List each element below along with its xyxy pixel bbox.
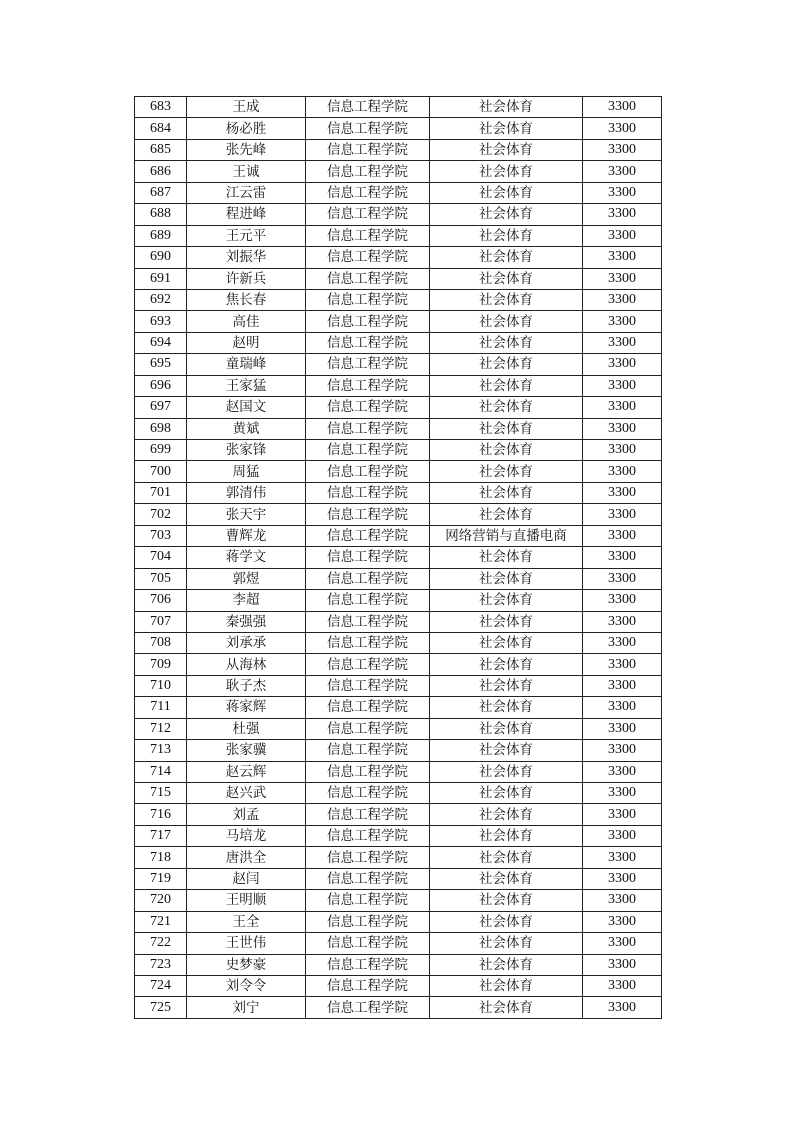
amount-cell: 3300 — [583, 697, 662, 718]
row-number-cell: 712 — [135, 718, 187, 739]
row-number-cell: 699 — [135, 440, 187, 461]
row-number-cell: 723 — [135, 954, 187, 975]
college-cell: 信息工程学院 — [306, 161, 430, 182]
table-row — [135, 182, 662, 203]
roster-table — [134, 96, 662, 1019]
row-number-cell: 690 — [135, 247, 187, 268]
table-row — [135, 268, 662, 289]
table-row — [135, 632, 662, 653]
major-cell: 社会体育 — [430, 247, 583, 268]
major-cell: 社会体育 — [430, 975, 583, 996]
table-row — [135, 139, 662, 160]
student-name-cell: 史梦豪 — [187, 954, 306, 975]
table-row — [135, 825, 662, 846]
major-cell: 社会体育 — [430, 204, 583, 225]
major-cell: 社会体育 — [430, 568, 583, 589]
row-number-cell: 701 — [135, 482, 187, 503]
table-row — [135, 718, 662, 739]
amount-cell: 3300 — [583, 504, 662, 525]
row-number-cell: 691 — [135, 268, 187, 289]
amount-cell: 3300 — [583, 761, 662, 782]
college-cell: 信息工程学院 — [306, 804, 430, 825]
row-number-cell: 705 — [135, 568, 187, 589]
college-cell: 信息工程学院 — [306, 611, 430, 632]
row-number-cell: 700 — [135, 461, 187, 482]
roster-table-body — [135, 97, 662, 1019]
amount-cell: 3300 — [583, 590, 662, 611]
table-row — [135, 611, 662, 632]
table-row — [135, 97, 662, 118]
student-name-cell: 王明顺 — [187, 890, 306, 911]
row-number-cell: 692 — [135, 289, 187, 310]
major-cell: 社会体育 — [430, 461, 583, 482]
row-number-cell: 687 — [135, 182, 187, 203]
row-number-cell: 688 — [135, 204, 187, 225]
student-name-cell: 杜强 — [187, 718, 306, 739]
college-cell: 信息工程学院 — [306, 718, 430, 739]
table-row — [135, 997, 662, 1018]
major-cell: 社会体育 — [430, 954, 583, 975]
table-row — [135, 418, 662, 439]
college-cell: 信息工程学院 — [306, 997, 430, 1018]
amount-cell: 3300 — [583, 268, 662, 289]
student-name-cell: 马培龙 — [187, 825, 306, 846]
amount-cell: 3300 — [583, 418, 662, 439]
amount-cell: 3300 — [583, 440, 662, 461]
table-row — [135, 547, 662, 568]
table-row — [135, 118, 662, 139]
student-name-cell: 蒋学文 — [187, 547, 306, 568]
student-name-cell: 王成 — [187, 97, 306, 118]
row-number-cell: 695 — [135, 354, 187, 375]
table-row — [135, 933, 662, 954]
major-cell: 社会体育 — [430, 97, 583, 118]
college-cell: 信息工程学院 — [306, 311, 430, 332]
major-cell: 社会体育 — [430, 868, 583, 889]
major-cell: 社会体育 — [430, 611, 583, 632]
table-row — [135, 740, 662, 761]
table-row — [135, 440, 662, 461]
table-row — [135, 654, 662, 675]
college-cell: 信息工程学院 — [306, 632, 430, 653]
amount-cell: 3300 — [583, 568, 662, 589]
college-cell: 信息工程学院 — [306, 461, 430, 482]
row-number-cell: 696 — [135, 375, 187, 396]
major-cell: 社会体育 — [430, 418, 583, 439]
major-cell: 社会体育 — [430, 933, 583, 954]
amount-cell: 3300 — [583, 182, 662, 203]
amount-cell: 3300 — [583, 332, 662, 353]
major-cell: 社会体育 — [430, 825, 583, 846]
student-name-cell: 刘振华 — [187, 247, 306, 268]
major-cell: 社会体育 — [430, 354, 583, 375]
college-cell: 信息工程学院 — [306, 568, 430, 589]
college-cell: 信息工程学院 — [306, 761, 430, 782]
amount-cell: 3300 — [583, 783, 662, 804]
college-cell: 信息工程学院 — [306, 332, 430, 353]
college-cell: 信息工程学院 — [306, 783, 430, 804]
college-cell: 信息工程学院 — [306, 525, 430, 546]
row-number-cell: 715 — [135, 783, 187, 804]
row-number-cell: 684 — [135, 118, 187, 139]
row-number-cell: 686 — [135, 161, 187, 182]
table-row — [135, 954, 662, 975]
row-number-cell: 719 — [135, 868, 187, 889]
amount-cell: 3300 — [583, 139, 662, 160]
student-name-cell: 黄斌 — [187, 418, 306, 439]
major-cell: 社会体育 — [430, 697, 583, 718]
table-row — [135, 804, 662, 825]
amount-cell: 3300 — [583, 525, 662, 546]
major-cell: 社会体育 — [430, 289, 583, 310]
college-cell: 信息工程学院 — [306, 225, 430, 246]
student-name-cell: 曹辉龙 — [187, 525, 306, 546]
major-cell: 社会体育 — [430, 268, 583, 289]
row-number-cell: 693 — [135, 311, 187, 332]
amount-cell: 3300 — [583, 204, 662, 225]
amount-cell: 3300 — [583, 289, 662, 310]
row-number-cell: 725 — [135, 997, 187, 1018]
major-cell: 社会体育 — [430, 804, 583, 825]
student-name-cell: 耿子杰 — [187, 675, 306, 696]
student-name-cell: 王家猛 — [187, 375, 306, 396]
college-cell: 信息工程学院 — [306, 954, 430, 975]
row-number-cell: 717 — [135, 825, 187, 846]
amount-cell: 3300 — [583, 675, 662, 696]
row-number-cell: 708 — [135, 632, 187, 653]
major-cell: 社会体育 — [430, 547, 583, 568]
row-number-cell: 718 — [135, 847, 187, 868]
row-number-cell: 720 — [135, 890, 187, 911]
row-number-cell: 714 — [135, 761, 187, 782]
table-row — [135, 890, 662, 911]
row-number-cell: 707 — [135, 611, 187, 632]
college-cell: 信息工程学院 — [306, 97, 430, 118]
major-cell: 社会体育 — [430, 139, 583, 160]
amount-cell: 3300 — [583, 482, 662, 503]
table-row — [135, 482, 662, 503]
amount-cell: 3300 — [583, 311, 662, 332]
college-cell: 信息工程学院 — [306, 654, 430, 675]
row-number-cell: 722 — [135, 933, 187, 954]
major-cell: 社会体育 — [430, 504, 583, 525]
student-name-cell: 杨必胜 — [187, 118, 306, 139]
student-name-cell: 赵云辉 — [187, 761, 306, 782]
amount-cell: 3300 — [583, 933, 662, 954]
row-number-cell: 685 — [135, 139, 187, 160]
amount-cell: 3300 — [583, 740, 662, 761]
row-number-cell: 683 — [135, 97, 187, 118]
major-cell: 社会体育 — [430, 740, 583, 761]
table-row — [135, 397, 662, 418]
amount-cell: 3300 — [583, 225, 662, 246]
amount-cell: 3300 — [583, 654, 662, 675]
student-name-cell: 赵明 — [187, 332, 306, 353]
row-number-cell: 689 — [135, 225, 187, 246]
major-cell: 社会体育 — [430, 118, 583, 139]
major-cell: 社会体育 — [430, 761, 583, 782]
student-name-cell: 张家骥 — [187, 740, 306, 761]
college-cell: 信息工程学院 — [306, 975, 430, 996]
college-cell: 信息工程学院 — [306, 397, 430, 418]
row-number-cell: 710 — [135, 675, 187, 696]
major-cell: 社会体育 — [430, 440, 583, 461]
table-row — [135, 161, 662, 182]
college-cell: 信息工程学院 — [306, 933, 430, 954]
student-name-cell: 高佳 — [187, 311, 306, 332]
student-name-cell: 刘孟 — [187, 804, 306, 825]
major-cell: 社会体育 — [430, 182, 583, 203]
table-row — [135, 847, 662, 868]
major-cell: 社会体育 — [430, 225, 583, 246]
college-cell: 信息工程学院 — [306, 547, 430, 568]
student-name-cell: 江云雷 — [187, 182, 306, 203]
major-cell: 社会体育 — [430, 632, 583, 653]
college-cell: 信息工程学院 — [306, 418, 430, 439]
major-cell: 社会体育 — [430, 590, 583, 611]
table-row — [135, 590, 662, 611]
amount-cell: 3300 — [583, 911, 662, 932]
college-cell: 信息工程学院 — [306, 911, 430, 932]
student-name-cell: 周猛 — [187, 461, 306, 482]
major-cell: 社会体育 — [430, 718, 583, 739]
college-cell: 信息工程学院 — [306, 375, 430, 396]
major-cell: 社会体育 — [430, 783, 583, 804]
table-row — [135, 504, 662, 525]
student-name-cell: 赵闫 — [187, 868, 306, 889]
row-number-cell: 724 — [135, 975, 187, 996]
row-number-cell: 702 — [135, 504, 187, 525]
student-name-cell: 张天宇 — [187, 504, 306, 525]
college-cell: 信息工程学院 — [306, 289, 430, 310]
college-cell: 信息工程学院 — [306, 182, 430, 203]
row-number-cell: 698 — [135, 418, 187, 439]
row-number-cell: 706 — [135, 590, 187, 611]
row-number-cell: 703 — [135, 525, 187, 546]
student-name-cell: 王全 — [187, 911, 306, 932]
amount-cell: 3300 — [583, 611, 662, 632]
table-row — [135, 247, 662, 268]
major-cell: 社会体育 — [430, 311, 583, 332]
student-name-cell: 赵国文 — [187, 397, 306, 418]
student-name-cell: 蒋家辉 — [187, 697, 306, 718]
row-number-cell: 721 — [135, 911, 187, 932]
college-cell: 信息工程学院 — [306, 482, 430, 503]
student-name-cell: 王诚 — [187, 161, 306, 182]
amount-cell: 3300 — [583, 632, 662, 653]
major-cell: 社会体育 — [430, 375, 583, 396]
student-name-cell: 秦强强 — [187, 611, 306, 632]
major-cell: 网络营销与直播电商 — [430, 525, 583, 546]
student-name-cell: 童瑞峰 — [187, 354, 306, 375]
college-cell: 信息工程学院 — [306, 675, 430, 696]
table-row — [135, 911, 662, 932]
amount-cell: 3300 — [583, 804, 662, 825]
student-name-cell: 唐洪全 — [187, 847, 306, 868]
table-row — [135, 225, 662, 246]
amount-cell: 3300 — [583, 97, 662, 118]
amount-cell: 3300 — [583, 847, 662, 868]
major-cell: 社会体育 — [430, 911, 583, 932]
college-cell: 信息工程学院 — [306, 268, 430, 289]
amount-cell: 3300 — [583, 247, 662, 268]
row-number-cell: 697 — [135, 397, 187, 418]
college-cell: 信息工程学院 — [306, 825, 430, 846]
college-cell: 信息工程学院 — [306, 890, 430, 911]
college-cell: 信息工程学院 — [306, 740, 430, 761]
table-row — [135, 375, 662, 396]
student-name-cell: 刘令令 — [187, 975, 306, 996]
college-cell: 信息工程学院 — [306, 440, 430, 461]
major-cell: 社会体育 — [430, 675, 583, 696]
major-cell: 社会体育 — [430, 397, 583, 418]
table-row — [135, 332, 662, 353]
student-name-cell: 李超 — [187, 590, 306, 611]
college-cell: 信息工程学院 — [306, 847, 430, 868]
major-cell: 社会体育 — [430, 482, 583, 503]
college-cell: 信息工程学院 — [306, 139, 430, 160]
table-row — [135, 289, 662, 310]
student-name-cell: 许新兵 — [187, 268, 306, 289]
college-cell: 信息工程学院 — [306, 504, 430, 525]
student-name-cell: 赵兴武 — [187, 783, 306, 804]
student-name-cell: 刘承承 — [187, 632, 306, 653]
table-row — [135, 675, 662, 696]
row-number-cell: 709 — [135, 654, 187, 675]
table-row — [135, 975, 662, 996]
major-cell: 社会体育 — [430, 997, 583, 1018]
major-cell: 社会体育 — [430, 847, 583, 868]
student-name-cell: 从海林 — [187, 654, 306, 675]
amount-cell: 3300 — [583, 161, 662, 182]
row-number-cell: 713 — [135, 740, 187, 761]
college-cell: 信息工程学院 — [306, 697, 430, 718]
amount-cell: 3300 — [583, 461, 662, 482]
college-cell: 信息工程学院 — [306, 590, 430, 611]
amount-cell: 3300 — [583, 718, 662, 739]
college-cell: 信息工程学院 — [306, 354, 430, 375]
student-name-cell: 刘宁 — [187, 997, 306, 1018]
table-row — [135, 525, 662, 546]
table-row — [135, 568, 662, 589]
row-number-cell: 716 — [135, 804, 187, 825]
major-cell: 社会体育 — [430, 332, 583, 353]
student-name-cell: 张家锋 — [187, 440, 306, 461]
major-cell: 社会体育 — [430, 654, 583, 675]
student-name-cell: 王元平 — [187, 225, 306, 246]
row-number-cell: 704 — [135, 547, 187, 568]
amount-cell: 3300 — [583, 375, 662, 396]
amount-cell: 3300 — [583, 997, 662, 1018]
row-number-cell: 694 — [135, 332, 187, 353]
table-row — [135, 783, 662, 804]
row-number-cell: 711 — [135, 697, 187, 718]
student-name-cell: 王世伟 — [187, 933, 306, 954]
student-name-cell: 郭煜 — [187, 568, 306, 589]
major-cell: 社会体育 — [430, 890, 583, 911]
amount-cell: 3300 — [583, 975, 662, 996]
college-cell: 信息工程学院 — [306, 118, 430, 139]
college-cell: 信息工程学院 — [306, 247, 430, 268]
student-name-cell: 张先峰 — [187, 139, 306, 160]
student-name-cell: 焦长春 — [187, 289, 306, 310]
amount-cell: 3300 — [583, 118, 662, 139]
table-row — [135, 204, 662, 225]
major-cell: 社会体育 — [430, 161, 583, 182]
table-row — [135, 868, 662, 889]
table-row — [135, 761, 662, 782]
student-name-cell: 程进峰 — [187, 204, 306, 225]
table-row — [135, 697, 662, 718]
amount-cell: 3300 — [583, 890, 662, 911]
table-row — [135, 354, 662, 375]
amount-cell: 3300 — [583, 547, 662, 568]
college-cell: 信息工程学院 — [306, 204, 430, 225]
amount-cell: 3300 — [583, 954, 662, 975]
table-row — [135, 461, 662, 482]
student-name-cell: 郭清伟 — [187, 482, 306, 503]
amount-cell: 3300 — [583, 825, 662, 846]
amount-cell: 3300 — [583, 868, 662, 889]
table-row — [135, 311, 662, 332]
college-cell: 信息工程学院 — [306, 868, 430, 889]
amount-cell: 3300 — [583, 397, 662, 418]
amount-cell: 3300 — [583, 354, 662, 375]
